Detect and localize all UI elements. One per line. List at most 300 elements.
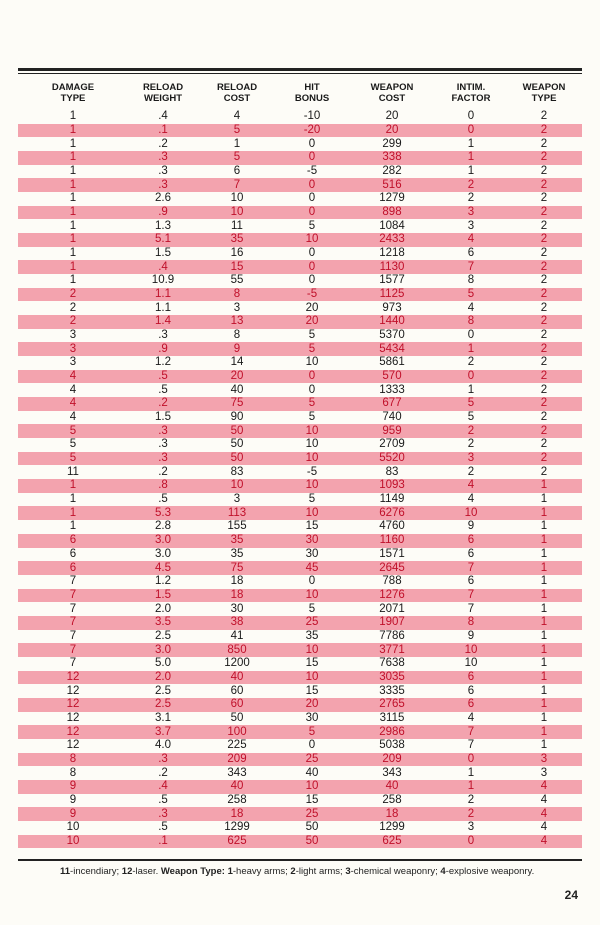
cell-weapon-type: 4 <box>540 821 548 834</box>
cell-damage-type: 7 <box>69 588 77 601</box>
cell-weapon-type: 1 <box>540 684 548 697</box>
cell-damage-type: 12 <box>66 725 80 738</box>
cell-reload-weight: .3 <box>158 165 168 178</box>
table-top-rule-thin <box>18 73 582 74</box>
table-row <box>18 506 582 520</box>
table-row <box>18 766 582 780</box>
cell-weapon-cost: 973 <box>382 301 402 314</box>
table-row <box>18 342 582 356</box>
cell-reload-weight: .5 <box>158 493 168 506</box>
table-row <box>18 219 582 233</box>
cell-weapon-cost: 1218 <box>379 247 405 260</box>
cell-damage-type: 9 <box>69 793 77 806</box>
cell-hit-bonus: 5 <box>308 342 316 355</box>
cell-damage-type: 1 <box>69 233 77 246</box>
cell-weapon-cost: 1907 <box>379 616 405 629</box>
cell-reload-cost: 225 <box>227 739 247 752</box>
cell-weapon-type: 2 <box>540 288 548 301</box>
cell-hit-bonus: 25 <box>305 616 319 629</box>
table-row <box>18 233 582 247</box>
cell-weapon-type: 1 <box>540 520 548 533</box>
cell-reload-weight: .2 <box>158 766 168 779</box>
table-row <box>18 753 582 767</box>
cell-reload-cost: 625 <box>227 834 247 847</box>
cell-weapon-cost: 2765 <box>379 698 405 711</box>
cell-damage-type: 12 <box>66 670 80 683</box>
cell-hit-bonus: 10 <box>305 506 319 519</box>
cell-reload-cost: 258 <box>227 793 247 806</box>
cell-weapon-cost: 1084 <box>379 219 405 232</box>
cell-hit-bonus: 10 <box>305 643 319 656</box>
cell-weapon-cost: 1333 <box>379 383 405 396</box>
cell-damage-type: 1 <box>69 520 77 533</box>
cell-hit-bonus: 10 <box>305 479 319 492</box>
cell-intim-factor: 6 <box>467 698 475 711</box>
cell-intim-factor: 4 <box>467 479 475 492</box>
cell-damage-type: 1 <box>69 506 77 519</box>
cell-hit-bonus: 30 <box>305 547 319 560</box>
cell-damage-type: 7 <box>69 602 77 615</box>
table-row <box>18 616 582 630</box>
cell-weapon-cost: 3771 <box>379 643 405 656</box>
cell-damage-type: 1 <box>69 247 77 260</box>
table-row <box>18 821 582 835</box>
cell-reload-cost: 9 <box>233 342 241 355</box>
cell-hit-bonus: 0 <box>308 370 316 383</box>
cell-damage-type: 1 <box>69 219 77 232</box>
cell-damage-type: 1 <box>69 124 77 136</box>
cell-reload-cost: 30 <box>230 602 244 615</box>
table-row <box>18 807 582 821</box>
cell-intim-factor: 0 <box>467 124 475 136</box>
cell-hit-bonus: 10 <box>305 356 319 369</box>
cell-intim-factor: 6 <box>467 670 475 683</box>
cell-reload-cost: 50 <box>230 424 244 437</box>
cell-weapon-cost: 788 <box>382 575 402 588</box>
cell-weapon-type: 2 <box>540 397 548 410</box>
cell-intim-factor: 6 <box>467 575 475 588</box>
cell-weapon-cost: 1299 <box>379 821 405 834</box>
cell-reload-weight: 1.2 <box>155 356 171 369</box>
cell-reload-weight: .9 <box>158 342 168 355</box>
cell-damage-type: 5 <box>69 438 77 451</box>
table-row <box>18 780 582 794</box>
cell-reload-cost: 8 <box>233 329 241 342</box>
cell-weapon-type: 2 <box>540 165 548 178</box>
cell-reload-cost: 11 <box>231 219 243 232</box>
cell-weapon-cost: 4760 <box>379 520 405 533</box>
cell-reload-cost: 3 <box>233 301 241 314</box>
cell-reload-weight: 3.0 <box>155 547 171 560</box>
cell-reload-weight: 1.5 <box>155 411 171 424</box>
cell-intim-factor: 2 <box>467 793 475 806</box>
cell-damage-type: 5 <box>69 424 77 437</box>
cell-intim-factor: 4 <box>467 301 475 314</box>
cell-reload-cost: 10 <box>230 206 244 219</box>
cell-hit-bonus: 10 <box>305 780 319 793</box>
table-row <box>18 548 582 562</box>
table-row <box>18 438 582 452</box>
cell-damage-type: 9 <box>69 807 77 820</box>
cell-hit-bonus: 25 <box>305 807 319 820</box>
footnote-part: 11 <box>60 866 71 877</box>
cell-reload-weight: 5.3 <box>155 506 171 519</box>
table-row <box>18 356 582 370</box>
cell-hit-bonus: 10 <box>305 233 319 246</box>
cell-hit-bonus: 30 <box>305 534 319 547</box>
cell-reload-cost: 343 <box>227 766 247 779</box>
cell-hit-bonus: 0 <box>308 739 316 752</box>
cell-weapon-type: 1 <box>540 588 548 601</box>
cell-weapon-cost: 5370 <box>379 329 405 342</box>
cell-weapon-cost: 898 <box>382 206 402 219</box>
cell-weapon-type: 2 <box>540 206 548 219</box>
footnote-part: 1 <box>224 866 233 877</box>
cell-weapon-type: 1 <box>540 547 548 560</box>
cell-weapon-cost: 3035 <box>379 670 405 683</box>
cell-damage-type: 6 <box>69 547 77 560</box>
cell-reload-weight: 10.9 <box>151 274 175 287</box>
cell-weapon-type: 2 <box>540 274 548 287</box>
cell-weapon-type: 2 <box>540 110 548 123</box>
table-row <box>18 288 582 302</box>
cell-reload-weight: .4 <box>158 780 168 793</box>
footnote-part: -chemical weaponry; <box>350 866 441 877</box>
cell-reload-weight: 1.5 <box>155 588 171 601</box>
cell-damage-type: 1 <box>69 178 77 191</box>
cell-hit-bonus: 10 <box>305 438 319 451</box>
cell-intim-factor: 0 <box>467 110 475 123</box>
cell-reload-weight: .3 <box>158 329 168 342</box>
cell-intim-factor: 1 <box>467 342 475 355</box>
cell-reload-cost: 50 <box>230 711 244 724</box>
cell-reload-cost: 35 <box>230 534 244 547</box>
table-row <box>18 725 582 739</box>
table-row <box>18 370 582 384</box>
table-row <box>18 712 582 726</box>
cell-weapon-type: 1 <box>540 575 548 588</box>
cell-intim-factor: 0 <box>467 370 475 383</box>
cell-damage-type: 4 <box>69 370 77 383</box>
cell-weapon-cost: 83 <box>385 465 399 478</box>
cell-weapon-type: 4 <box>540 780 548 793</box>
cell-reload-cost: 75 <box>230 561 244 574</box>
cell-damage-type: 12 <box>66 684 80 697</box>
cell-reload-weight: 3.1 <box>155 711 171 724</box>
cell-reload-cost: 13 <box>230 315 244 328</box>
table-header <box>18 78 582 108</box>
table-row <box>18 137 582 151</box>
cell-reload-weight: .5 <box>158 383 168 396</box>
cell-hit-bonus: 0 <box>308 383 316 396</box>
cell-reload-cost: 20 <box>230 370 244 383</box>
cell-intim-factor: 10 <box>464 657 478 670</box>
cell-weapon-cost: 7638 <box>379 657 405 670</box>
cell-reload-weight: 1.3 <box>155 219 171 232</box>
cell-reload-cost: 16 <box>230 247 244 260</box>
cell-hit-bonus: 50 <box>305 821 319 834</box>
cell-weapon-type: 2 <box>540 424 548 437</box>
footnote-part: 2 <box>290 866 296 877</box>
cell-damage-type: 8 <box>69 752 77 765</box>
cell-weapon-type: 2 <box>540 315 548 328</box>
header-damage-type: DAMAGE TYPE <box>51 82 95 104</box>
cell-reload-weight: 2.0 <box>155 670 171 683</box>
cell-reload-cost: 18 <box>230 588 244 601</box>
cell-weapon-cost: 959 <box>382 424 402 437</box>
table-row <box>18 260 582 274</box>
cell-weapon-type: 2 <box>540 342 548 355</box>
cell-weapon-cost: 338 <box>382 151 402 164</box>
cell-damage-type: 1 <box>69 274 77 287</box>
cell-reload-weight: 1.2 <box>155 575 171 588</box>
cell-reload-weight: 3.7 <box>155 725 171 738</box>
cell-weapon-type: 1 <box>540 670 548 683</box>
cell-reload-cost: 6 <box>233 165 241 178</box>
cell-intim-factor: 8 <box>467 616 475 629</box>
cell-damage-type: 2 <box>69 301 77 314</box>
cell-damage-type: 7 <box>69 643 77 656</box>
table-row <box>18 110 582 124</box>
cell-reload-weight: 1.5 <box>155 247 171 260</box>
cell-weapon-type: 1 <box>540 643 548 656</box>
cell-weapon-type: 2 <box>540 301 548 314</box>
cell-reload-cost: 10 <box>230 479 244 492</box>
cell-hit-bonus: -10 <box>303 110 321 123</box>
cell-weapon-type: 1 <box>540 739 548 752</box>
cell-intim-factor: 8 <box>467 315 475 328</box>
cell-weapon-type: 2 <box>540 411 548 424</box>
cell-weapon-type: 2 <box>540 356 548 369</box>
cell-weapon-cost: 1571 <box>379 547 405 560</box>
cell-weapon-cost: 570 <box>382 370 402 383</box>
table-row <box>18 383 582 397</box>
footnote-part: -incendiary; <box>70 866 122 877</box>
cell-damage-type: 2 <box>69 315 77 328</box>
cell-weapon-type: 2 <box>540 247 548 260</box>
table-row <box>18 124 582 138</box>
table-row <box>18 192 582 206</box>
cell-weapon-type: 1 <box>540 698 548 711</box>
table-row <box>18 424 582 438</box>
table-row <box>18 411 582 425</box>
cell-hit-bonus: 0 <box>308 137 316 150</box>
cell-weapon-type: 2 <box>540 383 548 396</box>
table-bottom-rule <box>18 859 582 861</box>
cell-damage-type: 9 <box>69 780 77 793</box>
cell-damage-type: 1 <box>69 493 77 506</box>
cell-reload-weight: 3.0 <box>155 534 171 547</box>
cell-weapon-cost: 2709 <box>379 438 405 451</box>
cell-weapon-cost: 299 <box>382 137 402 150</box>
table-row <box>18 589 582 603</box>
cell-weapon-type: 1 <box>540 479 548 492</box>
cell-intim-factor: 9 <box>467 520 475 533</box>
cell-reload-cost: 41 <box>230 629 244 642</box>
cell-hit-bonus: 15 <box>305 684 319 697</box>
cell-weapon-type: 4 <box>540 807 548 820</box>
cell-intim-factor: 7 <box>467 725 475 738</box>
cell-damage-type: 3 <box>69 356 77 369</box>
table-row <box>18 698 582 712</box>
cell-reload-cost: 75 <box>230 397 244 410</box>
cell-damage-type: 1 <box>69 479 77 492</box>
cell-reload-weight: .5 <box>158 793 168 806</box>
cell-weapon-cost: 343 <box>382 766 402 779</box>
cell-hit-bonus: 15 <box>305 520 319 533</box>
cell-weapon-cost: 5434 <box>379 342 405 355</box>
cell-reload-cost: 5 <box>233 151 241 164</box>
cell-weapon-type: 1 <box>540 602 548 615</box>
cell-weapon-type: 1 <box>540 629 548 642</box>
cell-damage-type: 6 <box>69 534 77 547</box>
table-row <box>18 452 582 466</box>
cell-damage-type: 12 <box>66 711 80 724</box>
cell-reload-weight: .3 <box>158 424 168 437</box>
cell-hit-bonus: -5 <box>306 165 318 178</box>
cell-weapon-cost: 3335 <box>379 684 405 697</box>
cell-reload-weight: .2 <box>158 397 168 410</box>
cell-reload-weight: 1.1 <box>155 301 171 314</box>
cell-intim-factor: 3 <box>467 821 475 834</box>
cell-reload-weight: .4 <box>158 110 168 123</box>
cell-hit-bonus: 45 <box>305 561 319 574</box>
cell-damage-type: 7 <box>69 616 77 629</box>
cell-hit-bonus: 0 <box>308 260 316 273</box>
cell-weapon-type: 2 <box>540 329 548 342</box>
cell-intim-factor: 3 <box>467 452 475 465</box>
cell-reload-cost: 8 <box>233 288 241 301</box>
cell-reload-cost: 90 <box>230 411 244 424</box>
cell-reload-weight: 4.5 <box>155 561 171 574</box>
cell-weapon-type: 2 <box>540 452 548 465</box>
cell-weapon-type: 1 <box>540 493 548 506</box>
cell-hit-bonus: 40 <box>305 766 319 779</box>
table-row <box>18 206 582 220</box>
cell-damage-type: 12 <box>66 739 80 752</box>
cell-weapon-type: 2 <box>540 151 548 164</box>
cell-reload-cost: 40 <box>230 383 244 396</box>
cell-reload-weight: .5 <box>158 821 168 834</box>
cell-hit-bonus: 50 <box>305 834 319 847</box>
table-row <box>18 835 582 849</box>
table-top-rule <box>18 68 582 71</box>
cell-reload-weight: .4 <box>158 260 168 273</box>
cell-hit-bonus: 10 <box>305 588 319 601</box>
cell-weapon-cost: 1440 <box>379 315 405 328</box>
cell-intim-factor: 3 <box>467 206 475 219</box>
table-row <box>18 657 582 671</box>
cell-damage-type: 7 <box>69 629 77 642</box>
cell-reload-cost: 209 <box>227 752 247 765</box>
table-row <box>18 575 582 589</box>
cell-weapon-type: 2 <box>540 124 548 136</box>
cell-reload-weight: 2.6 <box>155 192 171 205</box>
cell-intim-factor: 5 <box>467 411 475 424</box>
cell-weapon-cost: 1149 <box>379 493 405 506</box>
cell-weapon-type: 1 <box>540 561 548 574</box>
cell-weapon-type: 4 <box>540 834 548 847</box>
cell-intim-factor: 1 <box>467 137 475 150</box>
cell-reload-cost: 5 <box>233 124 241 136</box>
cell-damage-type: 6 <box>69 561 77 574</box>
cell-hit-bonus: 15 <box>305 657 319 670</box>
cell-intim-factor: 0 <box>467 752 475 765</box>
cell-reload-weight: 1.1 <box>155 288 171 301</box>
cell-hit-bonus: 0 <box>308 206 316 219</box>
cell-reload-weight: .3 <box>158 151 168 164</box>
cell-hit-bonus: 0 <box>308 274 316 287</box>
table-row <box>18 397 582 411</box>
cell-hit-bonus: 10 <box>305 452 319 465</box>
cell-weapon-cost: 20 <box>385 124 399 136</box>
cell-weapon-type: 1 <box>540 616 548 629</box>
cell-reload-weight: 2.0 <box>155 602 171 615</box>
cell-intim-factor: 2 <box>467 465 475 478</box>
cell-weapon-type: 4 <box>540 793 548 806</box>
table-row <box>18 684 582 698</box>
cell-weapon-type: 3 <box>540 766 548 779</box>
cell-weapon-type: 2 <box>540 260 548 273</box>
cell-weapon-cost: 1577 <box>379 274 405 287</box>
cell-intim-factor: 5 <box>467 288 475 301</box>
cell-weapon-cost: 20 <box>385 110 399 123</box>
cell-reload-weight: .3 <box>158 178 168 191</box>
cell-damage-type: 1 <box>69 137 77 150</box>
cell-reload-weight: 2.5 <box>155 684 171 697</box>
table-row <box>18 329 582 343</box>
cell-reload-weight: .1 <box>158 834 168 847</box>
cell-damage-type: 10 <box>66 834 80 847</box>
cell-reload-cost: 60 <box>230 684 244 697</box>
cell-intim-factor: 1 <box>467 165 475 178</box>
cell-damage-type: 1 <box>69 260 77 273</box>
footnote-part: 3 <box>345 866 351 877</box>
cell-reload-weight: 5.0 <box>155 657 171 670</box>
cell-reload-weight: 2.8 <box>155 520 171 533</box>
cell-hit-bonus: 0 <box>308 247 316 260</box>
footnote <box>60 866 580 878</box>
table-row <box>18 465 582 479</box>
cell-damage-type: 1 <box>69 192 77 205</box>
cell-reload-weight: .3 <box>158 452 168 465</box>
header-hit-bonus: HIT BONUS <box>294 82 330 104</box>
cell-weapon-cost: 1125 <box>379 288 405 301</box>
header-weapon-cost: WEAPON COST <box>370 82 414 104</box>
cell-reload-cost: 55 <box>230 274 244 287</box>
cell-damage-type: 7 <box>69 657 77 670</box>
table-row <box>18 671 582 685</box>
cell-reload-cost: 35 <box>230 233 244 246</box>
cell-weapon-cost: 1160 <box>379 534 405 547</box>
cell-weapon-cost: 5861 <box>379 356 405 369</box>
cell-damage-type: 1 <box>69 165 77 178</box>
cell-weapon-cost: 7786 <box>379 629 405 642</box>
cell-weapon-cost: 625 <box>382 834 402 847</box>
cell-weapon-cost: 2071 <box>379 602 405 615</box>
cell-reload-weight: 1.4 <box>155 315 171 328</box>
cell-hit-bonus: 5 <box>308 219 316 232</box>
cell-intim-factor: 10 <box>464 643 478 656</box>
cell-reload-cost: 35 <box>230 547 244 560</box>
cell-reload-cost: 40 <box>230 670 244 683</box>
cell-hit-bonus: -20 <box>303 124 321 136</box>
cell-weapon-cost: 2645 <box>379 561 405 574</box>
cell-intim-factor: 1 <box>467 780 475 793</box>
cell-reload-weight: 2.5 <box>155 629 171 642</box>
cell-weapon-cost: 1093 <box>379 479 405 492</box>
cell-reload-weight: 2.5 <box>155 698 171 711</box>
